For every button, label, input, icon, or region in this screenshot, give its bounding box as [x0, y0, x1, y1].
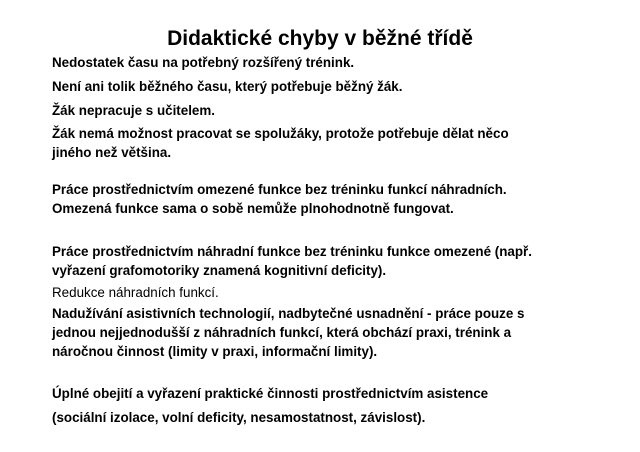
- paragraph-bypass: [52, 384, 612, 403]
- slide-title: Didaktické chyby v běžné třídě: [167, 27, 473, 50]
- paragraph-line: Není ani tolik běžného času, který potřebuje běžný žák.: [52, 79, 403, 94]
- paragraph-classmates: [52, 124, 612, 162]
- paragraph-substitute-function: [52, 242, 612, 280]
- paragraph-line: Nadužívání asistivních technologií, nadbytečné usnadnění - práce pouze s: [52, 306, 525, 321]
- paragraph-time-regular: [52, 77, 612, 96]
- paragraph-line: Redukce náhradních funkcí.: [52, 285, 219, 300]
- paragraph-line: Žák nemá možnost pracovat se spolužáky, protože potřebuje dělat něco: [52, 126, 509, 141]
- paragraph-time-training: [52, 53, 612, 72]
- paragraph-line: Úplné obejití a vyřazení praktické činnosti prostřednictvím asistence: [52, 386, 489, 401]
- paragraph-line: Nedostatek času na potřebný rozšířený trénink.: [52, 55, 355, 70]
- paragraph-line: náročnou činnost (limity v praxi, informační limity).: [52, 344, 378, 359]
- paragraph-line: Žák nepracuje s učitelem.: [52, 103, 215, 118]
- paragraph-teacher: [52, 101, 612, 120]
- paragraph-line: jednou nejjednodušší z náhradních funkcí, která obchází praxi, trénink a: [52, 325, 512, 340]
- paragraph-reduction: [52, 283, 612, 302]
- paragraph-limited-function: [52, 180, 612, 218]
- paragraph-line: jiného než většina.: [52, 145, 172, 160]
- paragraph-assistive-technologies: [52, 304, 612, 361]
- paragraph-line: vyřazení grafomotoriky znamená kognitivní deficity).: [52, 263, 387, 278]
- paragraph-consequences: [52, 408, 612, 427]
- paragraph-line: (sociální izolace, volní deficity, nesamostatnost, závislost).: [52, 410, 426, 425]
- paragraph-line: Práce prostřednictvím náhradní funkce bez tréninku funkce omezené (např.: [52, 244, 532, 259]
- paragraph-line: Omezená funkce sama o sobě nemůže plnohodnotně fungovat.: [52, 201, 454, 216]
- paragraph-line: Práce prostřednictvím omezené funkce bez tréninku funkcí náhradních.: [52, 182, 507, 197]
